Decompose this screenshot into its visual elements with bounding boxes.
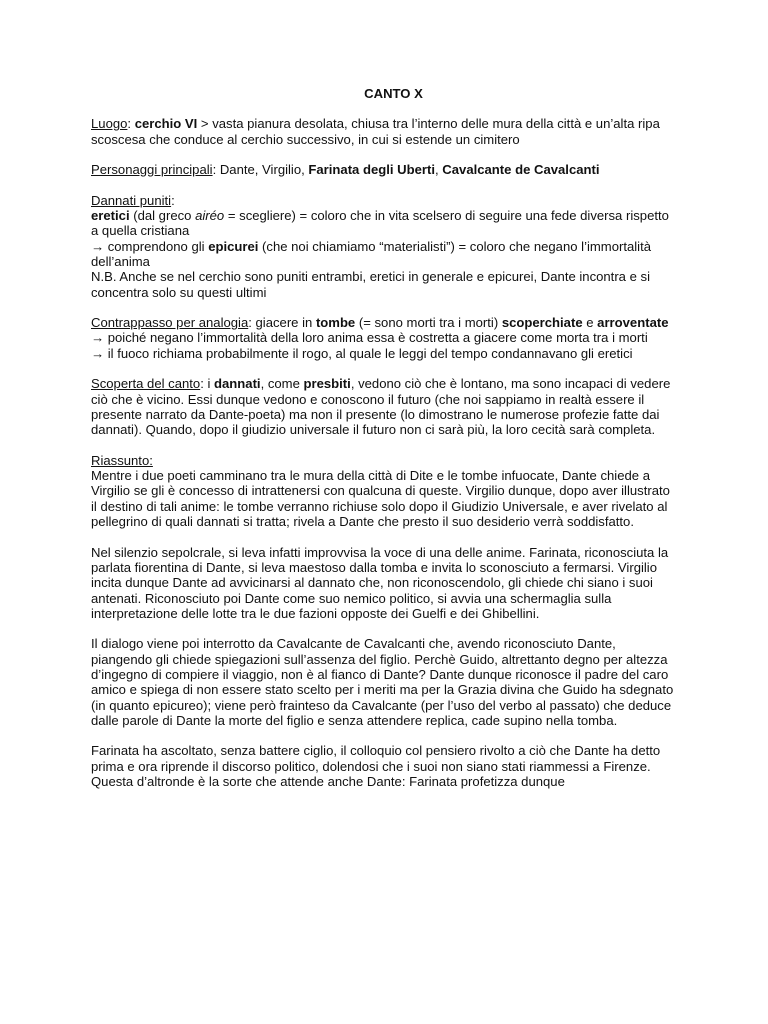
contrappasso-scoperchiate: scoperchiate bbox=[501, 315, 583, 331]
luogo-cerchio: cerchio VI bbox=[134, 116, 198, 132]
section-riassunto-4 bbox=[91, 743, 676, 789]
eretici-greek: airéo bbox=[195, 208, 225, 224]
contrappasso-line-2: → poiché negano l’immortalità della loro anima essa è costretta a giacere come morta tra i morti bbox=[91, 330, 648, 346]
eretici-text-b: = scegliere) = coloro che in vita scelsero di seguire una fede diversa rispetto a quella cristiana bbox=[91, 208, 669, 239]
dannati-eretici bbox=[91, 208, 676, 239]
section-contrappasso bbox=[91, 315, 676, 361]
riassunto-heading bbox=[91, 453, 676, 468]
contrappasso-sep: : bbox=[248, 315, 256, 331]
scoperta-dannati: dannati bbox=[214, 376, 261, 392]
contrappasso-text-b: (= sono morti tra i morti) bbox=[355, 315, 502, 331]
section-scoperta bbox=[91, 376, 676, 437]
contrappasso-label: Contrappasso per analogia bbox=[91, 315, 249, 331]
section-riassunto bbox=[91, 453, 676, 529]
scoperta-paragraph bbox=[91, 376, 676, 437]
scoperta-text-a: , come bbox=[260, 376, 304, 392]
personaggi-comma: , bbox=[435, 162, 443, 178]
riassunto-paragraph-3: Il dialogo viene poi interrotto da Cavalcante de Cavalcanti che, avendo riconosciuto Dante, piangendo gli chiede spiegazioni sull’assenza del figlio. Perchè Guido, altrettanto degno per altezza d’ingegno di compiere il viaggio, non è al fianco di Dante? Dante dunque riconosce il padre del caro amico e spiega di non essere stato scelto per i meriti ma per la Grazia divina che Guido ha sdegnato (in quanto epicureo); viene però frainteso da Cavalcante (per l’uso del verbo al passato) che deduce dalle parole di Dante la morte del figlio e senza attendere replica, cade supino nella tomba. bbox=[91, 636, 674, 728]
personaggi-cavalcante: Cavalcante de Cavalcanti bbox=[442, 162, 600, 178]
scoperta-sep: : i bbox=[200, 376, 215, 392]
contrappasso-main bbox=[91, 315, 676, 330]
personaggi-sep: : bbox=[212, 162, 220, 178]
luogo-sep: : bbox=[127, 116, 135, 132]
contrappasso-line-3: → il fuoco richiama probabilmente il rogo, al quale le leggi del tempo condannavano gli eretici bbox=[91, 345, 633, 361]
contrappasso-text-a: giacere in bbox=[255, 315, 316, 331]
luogo-text: > vasta pianura desolata, chiusa tra l’interno delle mura della città e un’alta ripa scoscesa che conduce al cerchio successivo, in cui si estende un cimitero bbox=[91, 116, 660, 147]
section-personaggi bbox=[91, 162, 676, 177]
scoperta-presbiti: presbiti bbox=[303, 376, 351, 392]
dannati-nb: N.B. Anche se nel cerchio sono puniti entrambi, eretici in generale e epicurei, Dante incontra e si concentra solo su questi ultimi bbox=[91, 269, 650, 300]
epicurei-text-a: → comprendono gli bbox=[91, 238, 209, 254]
contrappasso-arroventate: arroventate bbox=[597, 315, 669, 331]
luogo-label: Luogo bbox=[91, 116, 128, 132]
personaggi-plain: Dante, Virgilio, bbox=[219, 162, 309, 178]
dannati-epicurei bbox=[91, 239, 676, 270]
dannati-label: Dannati puniti bbox=[91, 192, 172, 208]
page-title: CANTO X bbox=[364, 86, 423, 101]
luogo-paragraph bbox=[91, 116, 676, 147]
section-riassunto-2 bbox=[91, 545, 676, 621]
riassunto-paragraph-2: Nel silenzio sepolcrale, si leva infatti improvvisa la voce di una delle anime. Farinata, riconosciuta la parlata fiorentina di Dante, si leva maestoso dalla tomba e invita lo sconosciuto a fermarsi. Virgilio incita dunque Dante ad avvicinarsi al dannato che, non riconoscendolo, gli chiede chi siano i suoi antenati. Riconosciuto poi Dante come suo nemico politico, si avvia una schermaglia sulla interpretazione delle lotte tra le due fazioni opposte dei Guelfi e dei Ghibellini. bbox=[91, 544, 669, 621]
scoperta-label: Scoperta del canto bbox=[91, 376, 201, 392]
personaggi-paragraph bbox=[91, 162, 676, 177]
scoperta-text-b: , vedono ciò che è lontano, ma sono incapaci di vedere ciò che è vicino. Essi dunque vedono e conoscono il futuro (che noi sappiamo in realtà essere il presente narrato da Dante-poeta) ma non il presente (lo dimostrano le numerose profezie fatte dai dannati). Quando, dopo il giudizio universale il futuro non ci sarà più, la loro cecità sarà completa. bbox=[91, 376, 671, 438]
section-luogo bbox=[91, 116, 676, 147]
contrappasso-text-c: e bbox=[582, 315, 598, 331]
riassunto-paragraph-1: Mentre i due poeti camminano tra le mura della città di Dite e le tombe infuocate, Dante chiede a Virgilio se gli è concesso di intrattenersi con qualcuna di queste. Virgilio dunque, dopo aver illustrato il destino di tali anime: le tombe verranno richiuse solo dopo il Giudizio Universale, e aver rivelato al pellegrino di quali dannati si tratta; rivela a Dante che presto il suo desiderio verrà soddisfatto. bbox=[91, 468, 670, 530]
eretici-term: eretici bbox=[91, 208, 130, 224]
document-body bbox=[91, 86, 676, 805]
epicurei-term: epicurei bbox=[208, 238, 259, 254]
epicurei-text-b: (che noi chiamiamo “materialisti”) = coloro che negano l’immortalità dell’anima bbox=[91, 238, 652, 269]
contrappasso-tombe: tombe bbox=[315, 315, 356, 331]
eretici-text-a: (dal greco bbox=[129, 208, 196, 224]
section-dannati bbox=[91, 193, 676, 300]
riassunto-paragraph-4: Farinata ha ascoltato, senza battere ciglio, il colloquio col pensiero rivolto a ciò che Dante ha detto prima e ora riprende il discorso politico, dolendosi che i suoi non siano stati riammessi a Firenze. Questa d’altronde è la sorte che attende anche Dante: Farinata profetizza dunque bbox=[91, 743, 661, 790]
personaggi-label: Personaggi principali bbox=[91, 162, 213, 178]
personaggi-farinata: Farinata degli Uberti bbox=[308, 162, 436, 178]
dannati-heading bbox=[91, 193, 676, 208]
section-riassunto-3 bbox=[91, 636, 676, 728]
riassunto-label: Riassunto: bbox=[91, 452, 153, 468]
dannati-colon: : bbox=[171, 192, 175, 208]
